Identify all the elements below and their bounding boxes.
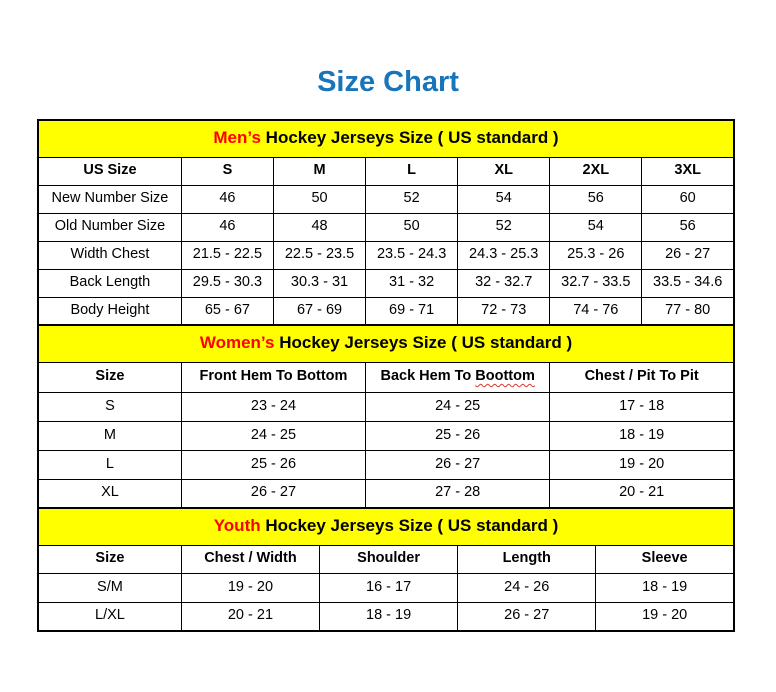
youth-header-row [38,545,734,573]
size-cell: 46 [181,213,273,241]
size-cell: 18 - 19 [550,421,734,450]
youth-size-table [37,507,735,632]
row-label: Width Chest [38,241,181,269]
youth-section-band [38,508,734,545]
size-cell: 72 - 73 [458,297,550,325]
column-header: Front Hem To Bottom [181,362,365,392]
womens-section-header [38,325,734,362]
size-cell: 54 [550,213,642,241]
size-cell: 46 [181,185,273,213]
size-cell: 24 - 25 [366,392,550,421]
column-header: M [273,157,365,185]
column-header: Size [38,362,181,392]
column-header: Shoulder [320,545,458,573]
table-row [38,479,734,508]
table-row [38,185,734,213]
row-label: M [38,421,181,450]
size-cell: 50 [366,213,458,241]
mens-size-table [37,119,735,326]
mens-section-band [38,120,734,157]
womens-highlight-label: Women’s [199,333,275,353]
youth-highlight-label: Youth [213,516,261,536]
size-cell: 26 - 27 [458,602,596,631]
size-cell: 18 - 19 [320,602,458,631]
womens-section-title: Hockey Jerseys Size ( US standard ) [279,333,573,353]
size-cell: 20 - 21 [181,602,319,631]
table-row [38,602,734,631]
size-cell: 25 - 26 [366,421,550,450]
size-cell: 52 [366,185,458,213]
size-cell: 23.5 - 24.3 [366,241,458,269]
row-label: S [38,392,181,421]
page-title: Size Chart [317,66,459,98]
mens-section-header [38,120,734,157]
size-cell: 25 - 26 [181,450,365,479]
size-cell: 67 - 69 [273,297,365,325]
womens-header-row [38,362,734,392]
size-cell: 17 - 18 [550,392,734,421]
size-cell: 26 - 27 [642,241,734,269]
table-row [38,421,734,450]
size-cell: 56 [642,213,734,241]
youth-section-header [38,508,734,545]
table-row [38,241,734,269]
table-row [38,269,734,297]
table-row [38,297,734,325]
size-cell: 60 [642,185,734,213]
column-header: 3XL [642,157,734,185]
table-row [38,450,734,479]
size-cell: 30.3 - 31 [273,269,365,297]
size-cell: 19 - 20 [596,602,734,631]
size-cell: 24.3 - 25.3 [458,241,550,269]
size-cell: 21.5 - 22.5 [181,241,273,269]
size-cell: 29.5 - 30.3 [181,269,273,297]
column-header: XL [458,157,550,185]
size-cell: 16 - 17 [320,573,458,602]
row-label: XL [38,479,181,508]
womens-section-band [38,325,734,362]
column-header-text: Back Hem To [380,368,472,385]
row-label: Old Number Size [38,213,181,241]
size-cell: 77 - 80 [642,297,734,325]
size-cell: 25.3 - 26 [550,241,642,269]
size-cell: 31 - 32 [366,269,458,297]
youth-section-title: Hockey Jerseys Size ( US standard ) [265,516,559,536]
mens-section-title: Hockey Jerseys Size ( US standard ) [265,128,559,148]
table-row [38,213,734,241]
misspelled-word: Boottom [475,368,535,385]
row-label: Back Length [38,269,181,297]
column-header: Chest / Width [181,545,319,573]
row-label: L/XL [38,602,181,631]
size-cell: 24 - 25 [181,421,365,450]
column-header: Sleeve [596,545,734,573]
column-header: Chest / Pit To Pit [550,362,734,392]
table-row [38,392,734,421]
size-cell: 74 - 76 [550,297,642,325]
size-chart-tables [37,119,735,632]
size-cell: 65 - 67 [181,297,273,325]
size-cell: 48 [273,213,365,241]
row-label: Body Height [38,297,181,325]
size-cell: 54 [458,185,550,213]
size-cell: 19 - 20 [181,573,319,602]
table-row [38,573,734,602]
column-header: Length [458,545,596,573]
size-cell: 20 - 21 [550,479,734,508]
size-cell: 26 - 27 [181,479,365,508]
column-header: 2XL [550,157,642,185]
mens-header-row [38,157,734,185]
column-header: L [366,157,458,185]
row-label: S/M [38,573,181,602]
size-cell: 69 - 71 [366,297,458,325]
size-cell: 22.5 - 23.5 [273,241,365,269]
size-cell: 18 - 19 [596,573,734,602]
size-cell: 19 - 20 [550,450,734,479]
size-cell: 33.5 - 34.6 [642,269,734,297]
mens-highlight-label: Men’s [213,128,261,148]
row-label: L [38,450,181,479]
size-cell: 26 - 27 [366,450,550,479]
womens-size-table [37,324,735,509]
size-cell: 56 [550,185,642,213]
size-cell: 32 - 32.7 [458,269,550,297]
size-cell: 52 [458,213,550,241]
column-header: US Size [38,157,181,185]
size-cell: 24 - 26 [458,573,596,602]
size-cell: 23 - 24 [181,392,365,421]
row-label: New Number Size [38,185,181,213]
column-header [366,362,550,392]
column-header: Size [38,545,181,573]
size-cell: 50 [273,185,365,213]
column-header: S [181,157,273,185]
size-cell: 32.7 - 33.5 [550,269,642,297]
size-cell: 27 - 28 [366,479,550,508]
